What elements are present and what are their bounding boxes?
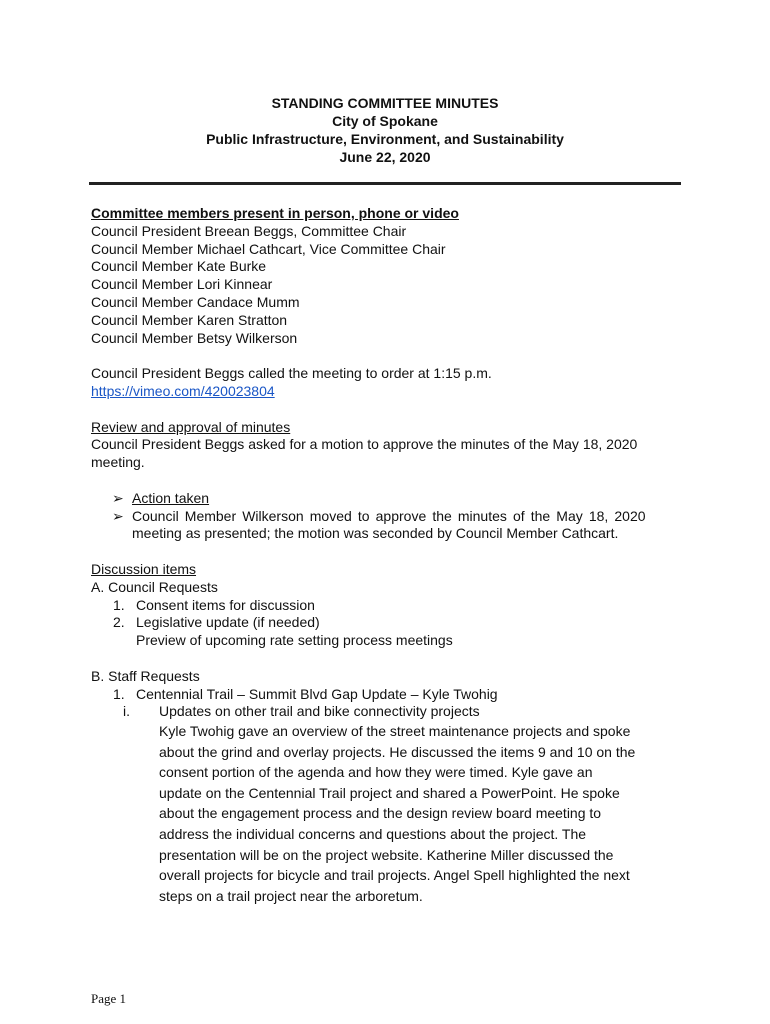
minutes-review-text: Council President Beggs asked for a motion to approve the minutes of the May 18, 2020 [91,436,638,453]
members-heading: Committee members present in person, phone or video [91,205,459,221]
minutes-review-heading: Review and approval of minutes [91,418,291,435]
call-to-order-text: Council President Beggs called the meeting to order at 1:15 p.m. [91,365,492,382]
member-item: Council Member Karen Stratton [91,311,288,328]
discussion-heading: Discussion items [91,560,197,577]
member-item: Council Member Lori Kinnear [91,276,273,293]
city-name: City of Spokane [332,113,438,129]
document-header [0,94,770,166]
member-item: Council Member Candace Mumm [91,293,300,310]
sub-item-title: Updates on other trail and bike connectivity projects [159,703,480,720]
member-item: Council Member Betsy Wilkerson [91,329,298,346]
committee-name: Public Infrastructure, Environment, and Sustainability [206,131,564,147]
meeting-date: June 22, 2020 [339,149,431,165]
video-link[interactable]: https://vimeo.com/420023804 [91,382,275,399]
member-item: Council Member Michael Cathcart, Vice Committee Chair [91,240,446,257]
arrow-bullet-icon: ➢ [112,489,124,506]
arrow-bullet-icon: ➢ [112,507,124,524]
list-item: 1. Centennial Trail – Summit Blvd Gap Update – Kyle Twohig [113,685,498,702]
action-taken-label: Action taken [132,489,210,506]
page-number: Page 1 [91,991,127,1006]
minutes-review-text-cont: meeting. [91,454,145,471]
staff-requests-label: B. Staff Requests [91,667,200,684]
bullet-item [91,490,683,508]
minutes-body [91,205,683,906]
list-item: 2. Legislative update (if needed) [113,614,320,631]
member-item: Council President Breean Beggs, Committee Chair [91,222,407,239]
member-item: Council Member Kate Burke [91,258,267,275]
motion-text: Council Member Wilkerson moved to approve the minutes of the May 18, 2020 [132,507,646,524]
header-divider [89,182,681,185]
document-title: STANDING COMMITTEE MINUTES [271,95,499,111]
sub-item-paragraph: Kyle Twohig gave an overview of the street maintenance projects and spoke about the grind and overlay projects. He discussed the items 9 and 10 on the consent portion of the agenda and how they were timed. Kyle gave an update on the Centennial Trail project and shared a PowerPoint. He spoke about the engagement process and the design review board meeting to address the individual concerns and questions about the project. The presentation will be on the project website. Katherine Miller discussed the overall projects for bicycle and trail projects. Angel Spell highlighted the next steps on a trail project near the arboretum. [159,723,636,904]
motion-text-cont: meeting as presented; the motion was seconded by Council Member Cathcart. [132,525,619,542]
council-requests-label: A. Council Requests [91,578,218,595]
bullet-item [91,508,683,544]
list-item-continuation: Preview of upcoming rate setting process meetings [136,632,453,649]
list-item: 1. Consent items for discussion [113,596,315,613]
sub-list-item: i. Updates on other trail and bike connectivity projects Kyle Twohig gave an overview of the street maintenance projects and spoke about the grind and overlay projects. He discussed the items 9 and 10 on the consent portion of the agenda and how they were timed. Kyle gave an update on the Centennial Trail project and shared a PowerPoint. He spoke about the engagement process and the design review board meeting to address the individual concerns and questions about the project. The presentation will be on the project website. Katherine Miller discussed the overall projects for bicycle and trail projects. Angel Spell highlighted the next steps on a trail project near the arboretum. [123,703,683,906]
